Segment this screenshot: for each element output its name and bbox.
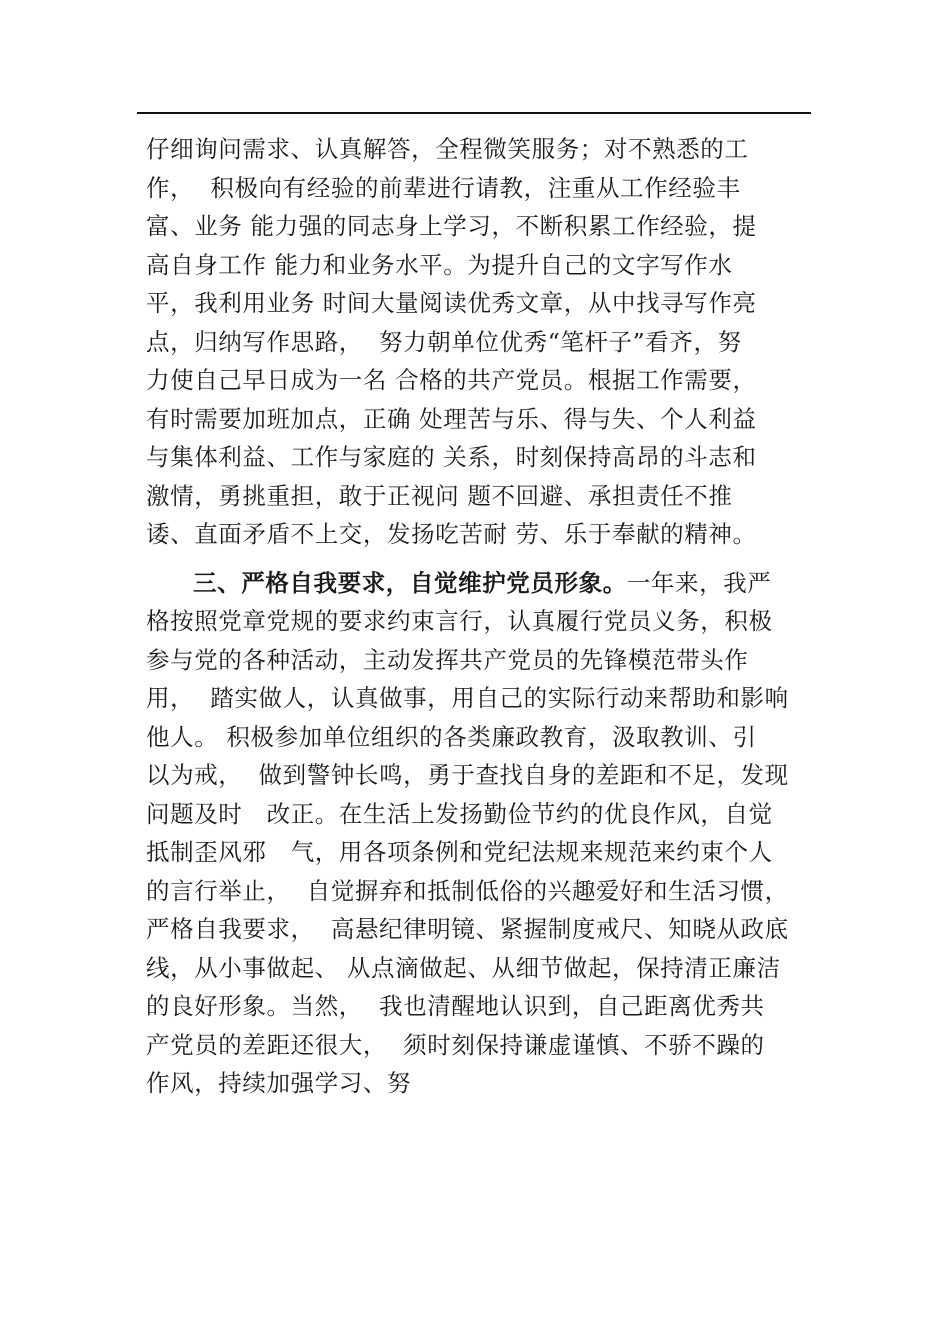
text-line: 平，我利用业务 时间大量阅读优秀文章，从中找寻写作亮: [146, 289, 757, 317]
text-line: 激情，勇挑重担，敢于正视问 题不回避、承担责任不推: [146, 481, 733, 510]
section-three-first-line-text: 一年来，我严: [626, 568, 772, 597]
text-line: 格按照党章党规的要求约束言行，认真履行党员义务，积极: [146, 607, 773, 635]
text-line: 线，从小事做起、 从点滴做起、从细节做起，保持清正廉洁: [146, 953, 781, 982]
paragraph-continued: [146, 130, 818, 554]
section-three-first-line: [146, 564, 818, 603]
text-line: 用， 踏实做人，认真做事，用自己的实际行动来帮助和影响: [146, 684, 789, 712]
text-line: 的言行举止， 自觉摒弃和抵制低俗的兴趣爱好和生活习惯，: [146, 876, 789, 905]
text-line: 力使自己早日成为一名 合格的共产党员。根据工作需要，: [146, 366, 757, 394]
text-line: 参与党的各种活动，主动发挥共产党员的先锋模范带头作: [146, 645, 749, 674]
text-line: 仔细询问需求、认真解答，全程微笑服务；对不熟悉的工: [146, 135, 749, 163]
text-line: 作风，持续加强学习、努: [146, 1069, 412, 1097]
text-line: 以为戒， 做到警钟长鸣，勇于查找自身的差距和不足，发现: [146, 761, 789, 789]
text-line: 与集体利益、工作与家庭的 关系，时刻保持高昂的斗志和: [146, 443, 757, 471]
text-line: 富、业务 能力强的同志身上学习，不断积累工作经验，提: [146, 212, 757, 240]
text-line: 点，归纳写作思路， 努力朝单位优秀“笔杆子”看齐，努: [146, 327, 742, 356]
paragraph-gap: [146, 554, 818, 564]
document-body: [146, 130, 818, 1103]
text-line: 诿、直面矛盾不上交，发扬吃苦耐 劳、乐于奉献的精神。: [146, 520, 757, 548]
section-three-paragraph: [146, 564, 818, 1103]
text-line: 抵制歪风邪 气，用各项条例和党纪法规来规范来约束个人: [146, 838, 773, 866]
text-line: 产党员的差距还很大， 须时刻保持谦虚谨慎、不骄不躁的: [146, 1030, 765, 1059]
text-line: 有时需要加班加点，正确 处理苦与乐、得与失、个人利益: [146, 404, 757, 433]
text-line: 高自身工作 能力和业务水平。为提升自己的文字写作水: [146, 250, 733, 279]
text-line: 问题及时 改正。在生活上发扬勤俭节约的优良作风，自觉: [146, 799, 773, 828]
text-line: 的良好形象。当然， 我也清醒地认识到，自己距离优秀共: [146, 992, 765, 1020]
header-rule: [137, 112, 811, 114]
text-line: 作， 积极向有经验的前辈进行请教，注重从工作经验丰: [146, 173, 741, 202]
text-line: 严格自我要求， 高悬纪律明镜、紧握制度戒尺、知晓从政底: [146, 915, 789, 943]
section-three-heading: 三、严格自我要求，自觉维护党员形象。: [193, 568, 627, 597]
text-line: 他人。 积极参加单位组织的各类廉政教育，汲取教训、引: [146, 722, 757, 751]
